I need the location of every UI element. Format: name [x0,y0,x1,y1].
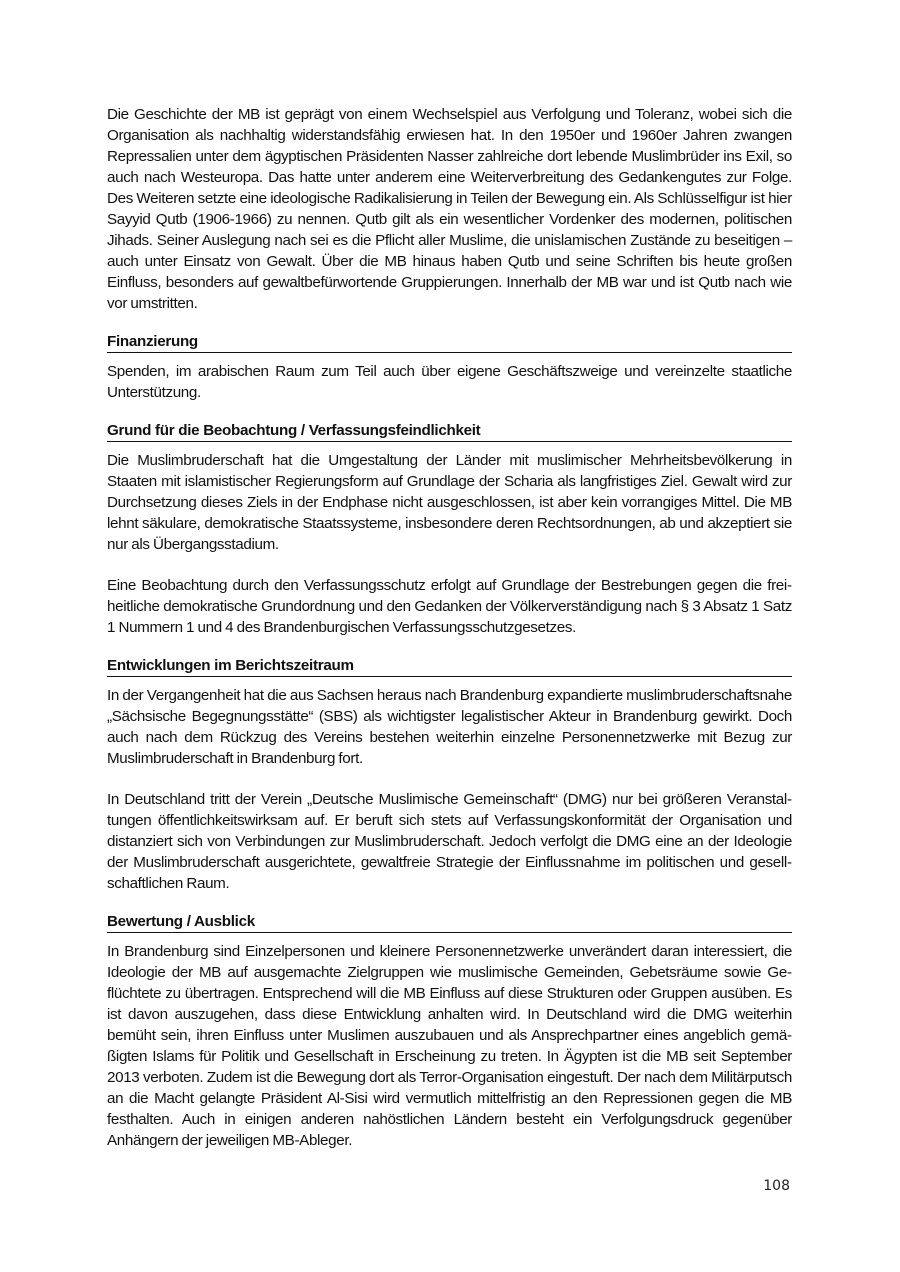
section-bewertung [107,911,792,1151]
document-page [107,104,792,1151]
entwicklungen-paragraph-2: In Deutschland tritt der Verein „Deutsche Muslimische Gemeinschaft“ (DMG) nur bei größeren Veranstaltungen öffentlichkeitswirksam auf. Er beruft sich stets auf Verfassungskonformität der Organisation und distanziert sich von Verbindungen zur Muslimbruderschaft. Jedoch verfolgt die DMG eine an der Ideologie der Muslimbruderschaft ausgerichtete, gewaltfreie Strategie der Einflussnahme im politischen und gesellschaftlichen Raum. [107,791,792,892]
section-entwicklungen [107,655,792,894]
grund-paragraph-2: Eine Beobachtung durch den Verfassungsschutz erfolgt auf Grundlage der Bestrebungen gegen die freiheitliche demokratische Grundordnung und den Gedanken der Völkerverständigung nach § 3 Absatz 1 Satz 1 Nummern 1 und 4 des Brandenburgischen Verfassungsschutzgesetzes. [107,577,792,636]
grund-paragraph-1: Die Muslimbruderschaft hat die Umgestaltung der Länder mit muslimischer Mehrheitsbevölkerung in Staaten mit islamistischer Regierungsform auf Grundlage der Scharia als langfristiges Ziel. Gewalt wird zur Durchsetzung dieses Ziels in der Endphase nicht ausgeschlossen, ist aber kein vorrangiges Mittel. Die MB lehnt säkulare, demokratische Staatssysteme, insbesondere deren Rechtsordnungen, ab und akzeptiert sie nur als Übergangsstadium. [107,452,792,553]
section-finanzierung [107,331,792,403]
section-heading-grund: Grund für die Beobachtung / Verfassungsfeindlichkeit [107,420,792,442]
section-heading-entwicklungen: Entwicklungen im Berichtszeitraum [107,655,792,677]
entwicklungen-paragraph-1: In der Vergangenheit hat die aus Sachsen heraus nach Brandenburg expandierte muslimbruderschaftsnahe „Sächsische Begegnungsstätte“ (SBS) als wichtigster legalistischer Akteur in Brandenburg gewirkt. Doch auch nach dem Rückzug des Vereins bestehen weiterhin einzelne Personennetzwerke mit Bezug zur Muslimbruderschaft in Brandenburg fort. [107,687,792,767]
bewertung-paragraph: In Brandenburg sind Einzelpersonen und kleinere Personennetzwerke unverändert daran interessiert, die Ideologie der MB auf ausgemachte Zielgruppen wie muslimische Gemeinden, Gebetsräume sowie Geflüchtete zu übertragen. Entsprechend will die MB Einfluss auf diese Strukturen oder Gruppen ausüben. Es ist davon auszugehen, dass diese Entwicklung anhalten wird. In Deutschland wird die DMG weiterhin bemüht sein, ihren Einfluss unter Muslimen auszubauen und als Ansprechpartner eines angeblich gemäßigten Islams für Politik und Gesellschaft in Erscheinung zu treten. In Ägypten ist die MB seit September 2013 verboten. Zudem ist die Bewegung dort als Terror-Organisation eingestuft. Der nach dem Militärputsch an die Macht gelangte Präsident Al-Sisi wird vermutlich mittelfristig an den Repressionen gegen die MB festhalten. Auch in einigen anderen nahöstlichen Ländern besteht ein Verfolgungsdruck gegenüber Anhängern der jeweiligen MB-Ableger. [107,943,792,1149]
section-grund [107,420,792,638]
finanzierung-paragraph: Spenden, im arabischen Raum zum Teil auch über eigene Geschäftszweige und vereinzelte staatliche Unterstützung. [107,363,792,401]
section-heading-finanzierung: Finanzierung [107,331,792,353]
section-heading-bewertung: Bewertung / Ausblick [107,911,792,933]
intro-paragraph: Die Geschichte der MB ist geprägt von einem Wechselspiel aus Verfolgung und Toleranz, wobei sich die Organisation als nachhaltig widerstandsfähig erwiesen hat. In den 1950er und 1960er Jahren zwangen Repressalien unter dem ägyptischen Präsidenten Nasser zahlreiche dort lebende Muslimbrüder ins Exil, so auch nach Westeuropa. Das hatte unter anderem eine Weiterverbreitung des Gedankengutes zur Folge. Des Weiteren setzte eine ideologische Radikalisierung in Teilen der Bewegung ein. Als Schlüsselfigur ist hier Sayyid Qutb (1906-1966) zu nennen. Qutb gilt als ein wesentlicher Vordenker des modernen, politischen Jihads. Seiner Auslegung nach sei es die Pflicht aller Muslime, die unislamischen Zustände zu beseitigen – auch unter Einsatz von Gewalt. Über die MB hinaus haben Qutb und seine Schriften bis heute großen Einfluss, besonders auf gewaltbefürwortende Gruppierungen. Innerhalb der MB war und ist Qutb nach wie vor umstritten. [107,106,792,312]
page-number: 108 [763,1178,790,1194]
